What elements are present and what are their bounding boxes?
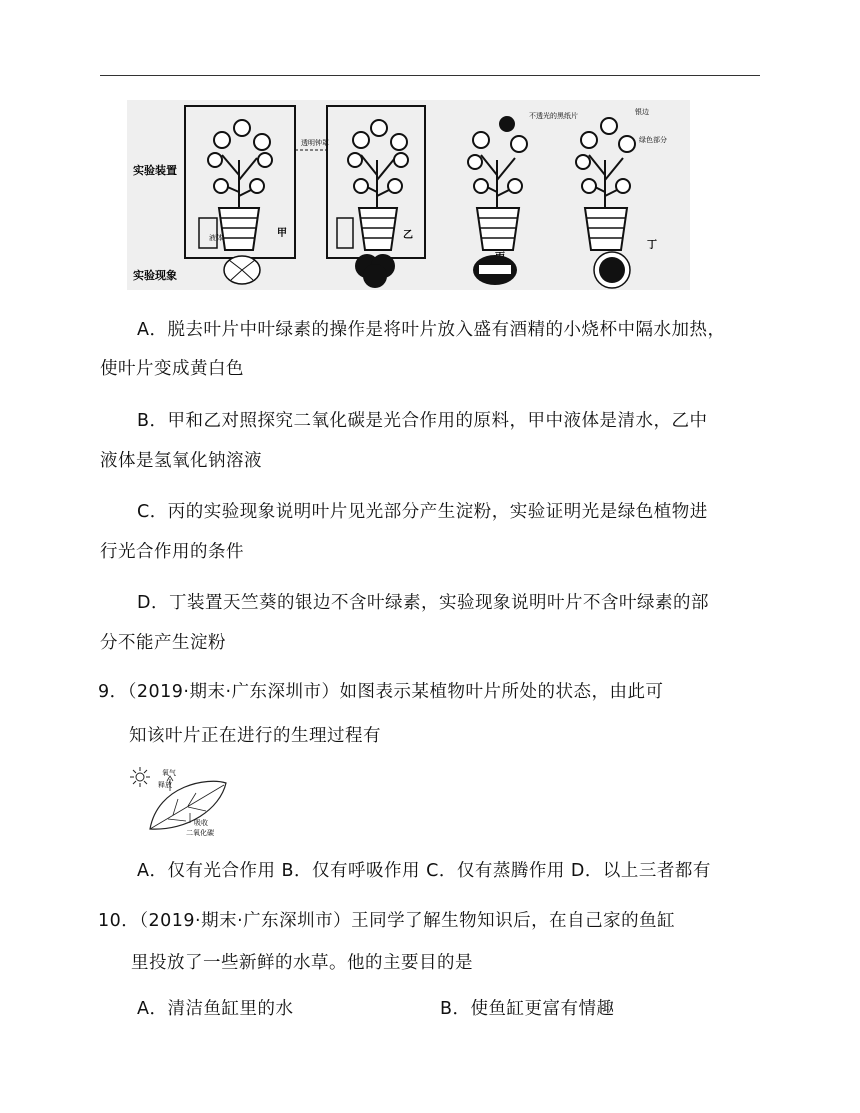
q10-question-line2: 里投放了一些新鲜的水草。他的主要目的是	[131, 953, 473, 973]
sun-icon	[130, 767, 150, 787]
q8-option-c-line2: 行光合作用的条件	[100, 542, 244, 562]
q10-option-a: A．清洁鱼缸里的水	[137, 999, 294, 1019]
plant-yi	[348, 120, 408, 250]
q8-option-a-line2: 使叶片变成黄白色	[100, 359, 244, 379]
q8-option-a-line1: A．脱去叶片中叶绿素的操作是将叶片放入盛有酒精的小烧杯中隔水加热，	[137, 320, 726, 340]
beaker-jia	[199, 218, 217, 248]
result-leaf-yi	[355, 254, 395, 288]
silver-edge-label: 银边	[635, 108, 649, 116]
q8-option-b-line2: 液体是氢氧化钠溶液	[100, 451, 262, 471]
pot-label-yi: 乙	[403, 230, 413, 241]
row-label-apparatus: 实验装置	[133, 164, 177, 177]
bell-jar-label: 透明钟罩	[301, 139, 329, 147]
q10-question-line1: 10．（2019·期末·广东深圳市）王同学了解生物知识后，在自己家的鱼缸	[98, 911, 676, 931]
co2-label: 二氧化碳	[186, 829, 214, 837]
q9-question-line1: 9．（2019·期末·广东深圳市）如图表示某植物叶片所处的状态，由此可	[98, 682, 664, 702]
pot-label-ding: 丁	[647, 240, 657, 251]
result-leaf-jia	[224, 256, 260, 284]
oxygen-label: 氧气	[162, 769, 176, 777]
result-leaf-bing	[473, 255, 517, 285]
liquid-label-jia: 液体	[209, 234, 223, 242]
experiment-figure	[127, 100, 690, 290]
pot-label-jia: 甲	[277, 228, 287, 239]
q8-option-b-line1: B．甲和乙对照探究二氧化碳是光合作用的原料，甲中液体是清水，乙中	[137, 411, 708, 431]
release-label: 释放	[158, 781, 172, 789]
beaker-yi	[337, 218, 353, 248]
plant-ding	[576, 118, 635, 250]
q10-option-b: B．使鱼缸更富有情趣	[440, 999, 615, 1019]
row-label-phenomenon: 实验现象	[133, 269, 177, 282]
q9-question-line2: 知该叶片正在进行的生理过程有	[129, 726, 381, 746]
q9-options: A．仅有光合作用 B．仅有呼吸作用 C．仅有蒸腾作用 D．以上三者都有	[137, 861, 711, 881]
absorb-label: 吸收	[194, 819, 208, 827]
header-rule	[100, 75, 760, 76]
opaque-paper-label: 不透光的黑纸片	[529, 112, 578, 120]
q8-option-d-line2: 分不能产生淀粉	[100, 633, 226, 653]
result-leaf-ding	[594, 252, 630, 288]
plant-bing	[468, 116, 527, 250]
leaf-figure	[128, 765, 238, 840]
green-part-label: 绿色部分	[639, 136, 667, 144]
q8-option-c-line1: C．丙的实验现象说明叶片见光部分产生淀粉，实验证明光是绿色植物进	[137, 502, 708, 522]
q8-option-d-line1: D．丁装置天竺葵的银边不含叶绿素，实验现象说明叶片不含叶绿素的部	[137, 593, 709, 613]
